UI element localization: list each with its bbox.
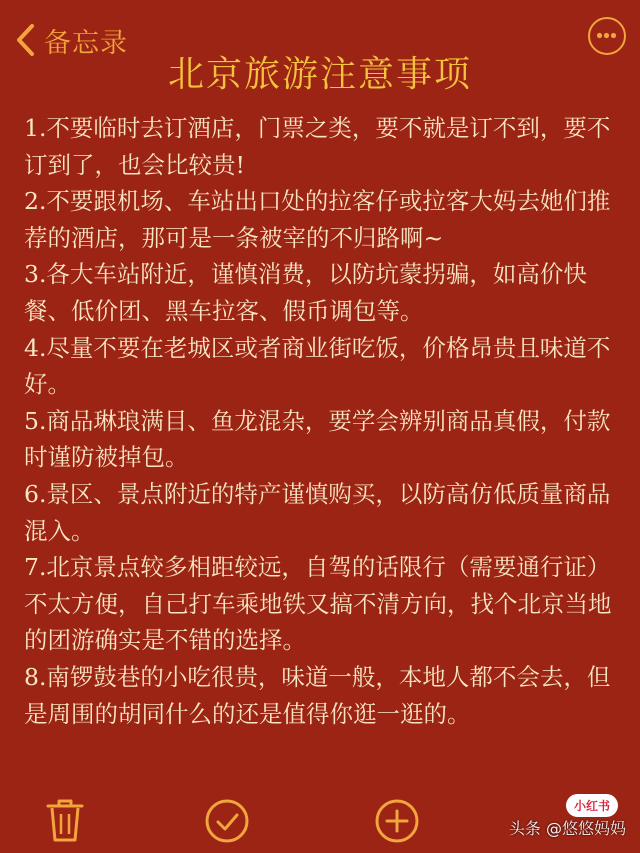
xiaohongshu-badge: 小红书 [566, 794, 618, 817]
note-title: 北京旅游注意事项 [167, 54, 472, 95]
back-label: 备忘录 [44, 27, 128, 59]
plus-icon[interactable] [372, 794, 422, 844]
note-item-6: 6.景区、景点附近的特产谨慎购买，以防高仿低质量商品混入。 [24, 479, 611, 545]
checkmark-icon[interactable] [202, 794, 252, 844]
note-item-2: 2.不要跟机场、车站出口处的拉客仔或拉客大妈去她们推荐的酒店，那可是一条被宰的不归路啊~ [24, 187, 611, 252]
watermark: 头条 @悠悠妈妈 [508, 819, 626, 838]
trash-icon[interactable] [40, 794, 90, 844]
note-item-4: 4.尽量不要在老城区或者商业街吃饭，价格昂贵且味道不好。 [24, 333, 611, 399]
note-item-1: 1.不要临时去订酒店，门票之类，要不就是订不到，要不订到了，也会比较贵! [24, 114, 611, 179]
note-item-3: 3.各大车站附近，谨慎消费，以防坑蒙拐骗，如高价快餐、低价团、黑车拉客、假币调包等。 [24, 260, 587, 325]
note-item-5: 5.商品琳琅满目、鱼龙混杂，要学会辨别商品真假，付款时谨防被掉包。 [24, 406, 611, 472]
note-item-7: 7.北京景点较多相距较远，自驾的话限行（需要通行证）不太方便，自己打车乘地铁又搞不清方向，找个北京当地的团游确实是不错的选择。 [24, 553, 612, 655]
note-body[interactable] [24, 110, 620, 732]
note-item-8: 8.南锣鼓巷的小吃很贵，味道一般，本地人都不会去，但是周围的胡同什么的还是值得你逛一逛的。 [24, 662, 611, 728]
